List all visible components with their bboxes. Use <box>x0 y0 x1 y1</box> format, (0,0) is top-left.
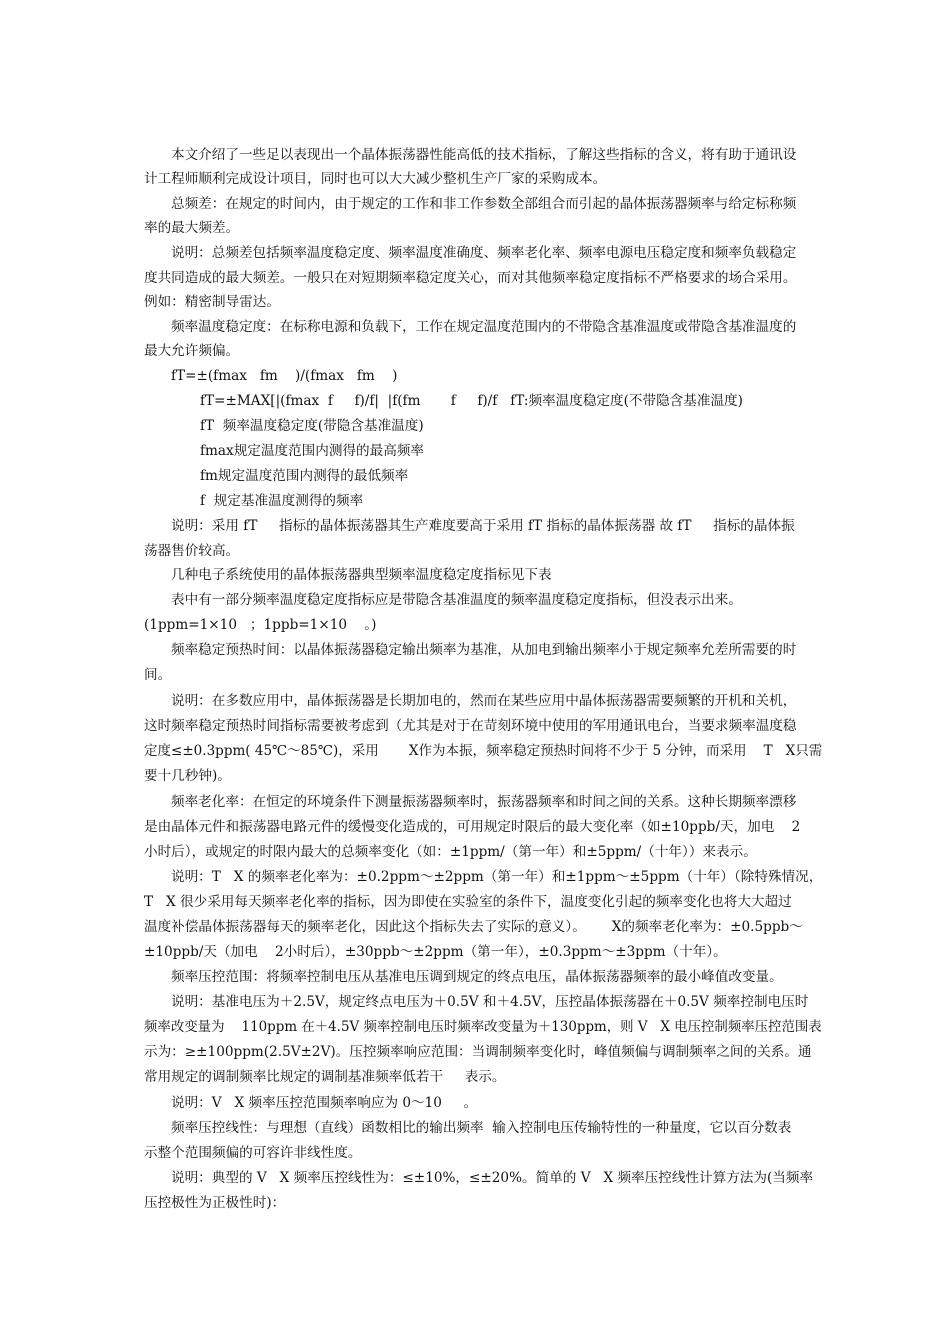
body-line: 几种电子系统使用的晶体振荡器典型频率温度稳定度指标见下表 <box>171 567 552 583</box>
body-line: 说明：T X 的频率老化率为：±0.2ppm～±2ppm（第一年）和±1ppm～±5ppm（十年）（除特殊情况， <box>171 869 823 885</box>
definition-line: f 规定基准温度测得的频率 <box>200 493 364 509</box>
body-line: 常用规定的调制频率比规定的调制基准频率低若干 表示。 <box>144 1069 506 1085</box>
body-line: 荡器售价较高。 <box>144 543 240 559</box>
body-line: 要十几秒钟)。 <box>144 768 231 784</box>
body-line: 温度补偿晶体振荡器每天的频率老化，因此这个指标失去了实际的意义）。 X的频率老化率为：±0.5ppb～ <box>144 919 803 935</box>
body-line: 表中有一部分频率温度稳定度指标应是带隐含基准温度的频率温度稳定度指标，但没表示出来。 <box>171 592 742 608</box>
body-line: 计工程师顺利完成设计项目，同时也可以大大减少整机生产厂家的采购成本。 <box>144 171 607 187</box>
body-line: 最大允许频偏。 <box>144 343 240 359</box>
body-line: 例如：精密制导雷达。 <box>144 294 280 310</box>
body-line: 本文介绍了一些足以表现出一个晶体振荡器性能高低的技术指标，了解这些指标的含义，将有助于通讯设 <box>171 147 797 163</box>
body-line: 示整个范围频偏的可容许非线性度。 <box>144 1145 362 1161</box>
body-line: 频率压控线性：与理想（直线）函数相比的输出频率 输入控制电压传输特性的一种量度，它以百分数表 <box>171 1120 792 1136</box>
body-line: 说明：在多数应用中，晶体振荡器是长期加电的，然而在某些应用中晶体振荡器需要频繁的开机和关机， <box>171 693 797 709</box>
body-line: T X 很少采用每天频率老化率的指标，因为即使在实验室的条件下，温度变化引起的频率变化也将大大超过 <box>144 894 792 910</box>
body-line: 频率温度稳定度：在标称电源和负载下，工作在规定温度范围内的不带隐含基准温度或带隐含基准温度的 <box>171 319 797 335</box>
definition-line: fm规定温度范围内测得的最低频率 <box>200 468 409 484</box>
body-line: 示为：≥±100ppm(2.5V±2V)。压控频率响应范围：当调制频率变化时，峰值频偏与调制频率之间的关系。通 <box>144 1044 812 1060</box>
body-line: 总频差：在规定的时间内，由于规定的工作和非工作参数全部组合而引起的晶体振荡器频率与给定标称频 <box>171 196 797 212</box>
body-line: 说明：基准电压为＋2.5V，规定终点电压为＋0.5V 和＋4.5V，压控晶体振荡器在＋0.5V 频率控制电压时 <box>171 994 809 1010</box>
body-line: 频率老化率：在恒定的环境条件下测量振荡器频率时，振荡器频率和时间之间的关系。这种长期频率漂移 <box>171 794 797 810</box>
body-line: 度共同造成的最大频差。一般只在对短期频率稳定度关心，而对其他频率稳定度指标不严格要求的场合采用。 <box>144 270 797 286</box>
definition-line: fmax规定温度范围内测得的最高频率 <box>200 443 425 459</box>
body-line: 说明：采用 fT 指标的晶体振荡器其生产难度要高于采用 fT 指标的晶体振荡器 故 fT 指标的晶体振 <box>171 518 795 534</box>
body-line: 说明：典型的 V X 频率压控线性为：≤±10%，≤±20%。简单的 V X 频率压控线性计算方法为(当频率 <box>171 1170 814 1186</box>
body-line: 频率改变量为 110ppm 在＋4.5V 频率控制电压时频率改变量为＋130ppm，则 V X 电压控制频率压控范围表 <box>144 1019 822 1035</box>
body-line: 定度≤±0.3ppm( 45℃～85℃)，采用 X作为本振，频率稳定预热时间将不少于 5 分钟，而采用 T X只需 <box>144 743 823 759</box>
body-line: 压控极性为正极性时)： <box>144 1195 286 1211</box>
body-line: 是由晶体元件和振荡器电路元件的缓慢变化造成的，可用规定时限后的最大变化率（如±10ppb/天，加电 2 <box>144 819 801 835</box>
body-line: 间。 <box>144 667 172 683</box>
formula-line: fT=±(fmax fm )/(fmax fm ) <box>171 368 398 384</box>
body-line: 频率稳定预热时间：以晶体振荡器稳定输出频率为基准，从加电到输出频率小于规定频率允差所需要的时 <box>171 642 797 658</box>
definition-line: fT 频率温度稳定度(带隐含基准温度) <box>200 418 424 434</box>
body-line: 说明：V X 频率压控范围频率响应为 0～10 。 <box>171 1095 478 1111</box>
body-line: ±10ppb/天（加电 2小时后），±30ppb～±2ppm（第一年），±0.3ppm～±3ppm（十年）。 <box>144 944 727 960</box>
body-line: 说明：总频差包括频率温度稳定度、频率温度准确度、频率老化率、频率电源电压稳定度和频率负载稳定 <box>171 245 797 261</box>
body-line: 率的最大频差。 <box>144 220 240 236</box>
body-line: 小时后），或规定的时限内最大的总频率变化（如：±1ppm/（第一年）和±5ppm/（十年））来表示。 <box>144 844 757 860</box>
body-line: 这时频率稳定预热时间指标需要被考虑到（尤其是对于在苛刻环境中使用的军用通讯电台，当要求频率温度稳 <box>144 718 797 734</box>
body-line: (1ppm=1×10 ；1ppb=1×10 。) <box>144 617 377 633</box>
body-line: 频率压控范围：将频率控制电压从基准电压调到规定的终点电压，晶体振荡器频率的最小峰值改变量。 <box>171 969 783 985</box>
formula-line: fT=±MAX[|(fmax f f)/f| |f(fm f f)/f fT:频率温度稳定度(不带隐含基准温度) <box>200 393 743 409</box>
